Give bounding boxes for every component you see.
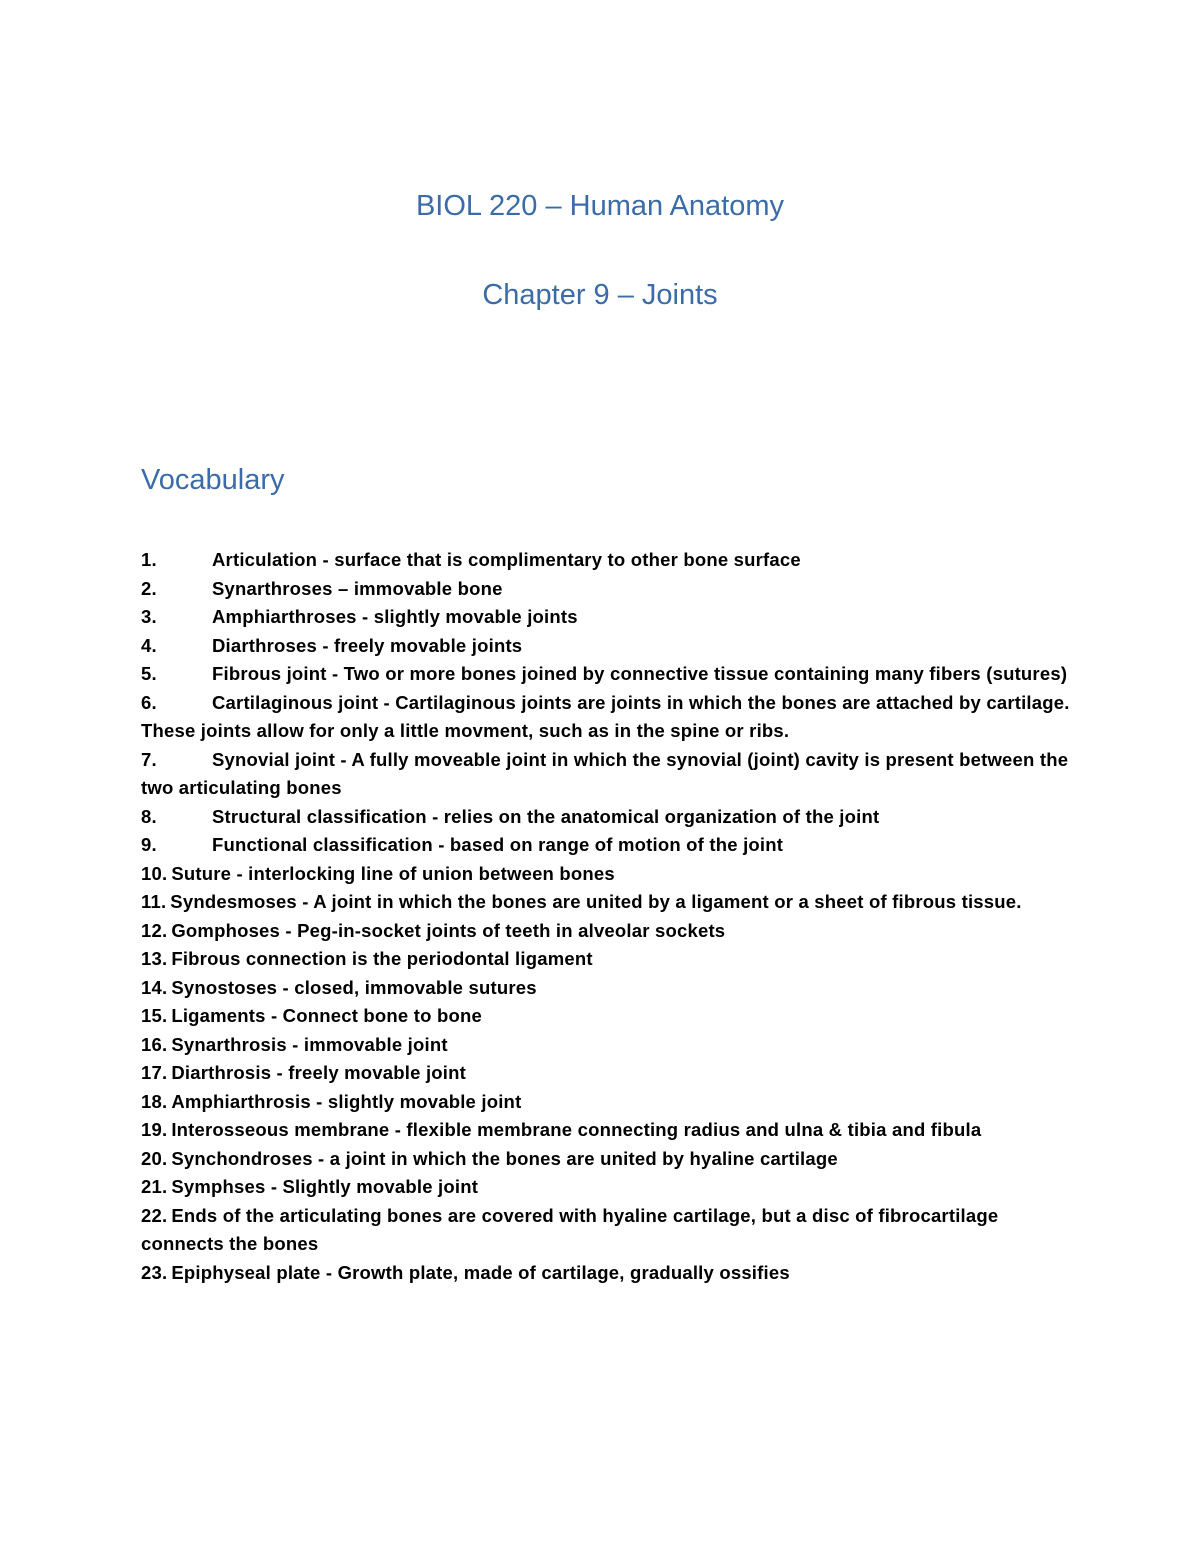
list-item	[141, 803, 1071, 832]
list-item-number: 17.	[141, 1062, 168, 1083]
list-item-number: 9.	[141, 834, 157, 855]
section-heading-vocabulary: Vocabulary	[141, 464, 285, 496]
list-item-number: 2.	[141, 577, 157, 599]
list-item-number: 6.	[141, 691, 157, 713]
list-item-text: Epiphyseal plate - Growth plate, made of cartilage, gradually ossifies	[171, 1261, 790, 1283]
list-item-number: 20.	[141, 1147, 168, 1169]
list-item	[141, 945, 1071, 974]
list-item-number: 12.	[141, 919, 168, 941]
list-item-number: 19.	[141, 1119, 168, 1140]
list-item	[141, 632, 1071, 661]
list-item-number: 7.	[141, 748, 157, 770]
list-item	[141, 1002, 1071, 1031]
list-item-text: Synchondroses - a joint in which the bones are united by hyaline cartilage	[171, 1147, 838, 1169]
list-item-number: 21.	[141, 1176, 168, 1197]
list-item-text: Structural classification - relies on the anatomical organization of the joint	[212, 805, 880, 827]
list-item	[141, 1116, 1071, 1145]
list-item-number: 23.	[141, 1261, 168, 1283]
list-item	[141, 917, 1071, 946]
list-item-text: Functional classification - based on range of motion of the joint	[212, 834, 784, 855]
list-item-text: Diarthroses - freely movable joints	[212, 634, 523, 656]
list-item-number: 1.	[141, 549, 157, 570]
list-item	[141, 746, 1071, 803]
list-item-text: Cartilaginous joint - Cartilaginous joints are joints in which the bones are attached by cartilage. These joints allow for only a little movment, such as in the spine or ribs.	[141, 691, 1070, 741]
list-item	[141, 860, 1071, 889]
list-item-number: 16.	[141, 1033, 168, 1055]
chapter-title: Chapter 9 – Joints	[482, 279, 718, 311]
list-item-number: 11.	[141, 891, 167, 912]
list-item	[141, 888, 1071, 917]
list-item	[141, 1202, 1071, 1259]
list-item	[141, 603, 1071, 632]
list-item-text: Gomphoses - Peg-in-socket joints of teeth in alveolar sockets	[171, 919, 726, 941]
vocabulary-list	[141, 546, 1071, 1287]
list-item-number: 8.	[141, 805, 157, 827]
list-item-text: Synovial joint - A fully moveable joint in which the synovial (joint) cavity is present between the two articulating bones	[141, 748, 1069, 798]
list-item	[141, 1173, 1071, 1202]
list-item-text: Syndesmoses - A joint in which the bones are united by a ligament or a sheet of fibrous tissue.	[170, 891, 1022, 912]
list-item	[141, 689, 1071, 746]
list-item-text: Fibrous connection is the periodontal ligament	[171, 948, 593, 969]
list-item-number: 3.	[141, 606, 157, 627]
list-item-text: Synarthroses – immovable bone	[212, 577, 503, 599]
list-item-number: 10.	[141, 862, 168, 884]
list-item-text: Interosseous membrane - flexible membrane connecting radius and ulna & tibia and fibula	[171, 1119, 982, 1140]
list-item-number: 15.	[141, 1005, 168, 1026]
list-item-text: Amphiarthrosis - slightly movable joint	[171, 1090, 522, 1112]
list-item	[141, 1059, 1071, 1088]
list-item	[141, 546, 1071, 575]
list-item-text: Amphiarthroses - slightly movable joints	[212, 606, 578, 627]
list-item-text: Suture - interlocking line of union between bones	[171, 862, 615, 884]
list-item	[141, 1259, 1071, 1288]
list-item-number: 22.	[141, 1204, 168, 1226]
list-item-number: 4.	[141, 634, 157, 656]
list-item-text: Articulation - surface that is complimentary to other bone surface	[212, 549, 801, 570]
list-item-text: Synarthrosis - immovable joint	[171, 1033, 448, 1055]
list-item	[141, 575, 1071, 604]
list-item-text: Fibrous joint - Two or more bones joined by connective tissue containing many fibers (sutures)	[212, 663, 1068, 684]
list-item-number: 18.	[141, 1090, 168, 1112]
list-item	[141, 974, 1071, 1003]
list-item	[141, 1088, 1071, 1117]
list-item	[141, 1145, 1071, 1174]
list-item-number: 14.	[141, 976, 168, 998]
list-item-text: Diarthrosis - freely movable joint	[171, 1062, 466, 1083]
list-item-text: Ligaments - Connect bone to bone	[171, 1005, 482, 1026]
document-title: BIOL 220 – Human Anatomy	[415, 190, 785, 222]
list-item-text: Symphses - Slightly movable joint	[171, 1176, 479, 1197]
list-item-text: Synostoses - closed, immovable sutures	[171, 976, 537, 998]
list-item	[141, 1031, 1071, 1060]
list-item	[141, 831, 1071, 860]
list-item-number: 13.	[141, 948, 168, 969]
list-item-text: Ends of the articulating bones are covered with hyaline cartilage, but a disc of fibrocartilage connects the bones	[141, 1204, 999, 1254]
list-item-number: 5.	[141, 663, 157, 684]
list-item	[141, 660, 1071, 689]
